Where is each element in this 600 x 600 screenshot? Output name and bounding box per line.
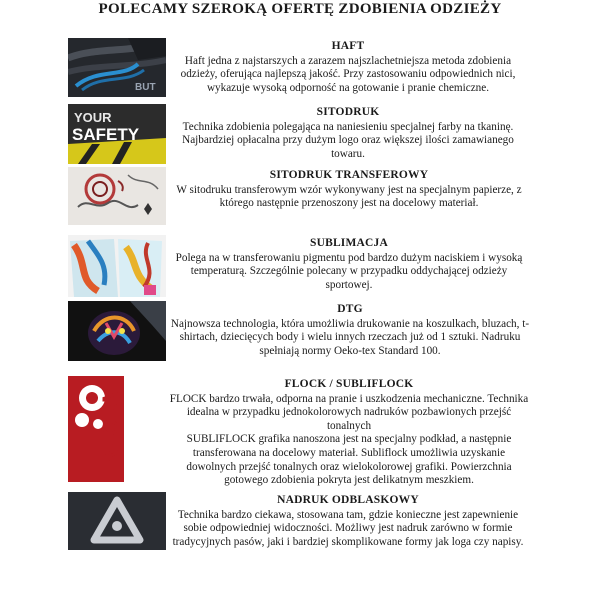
section-heading: SITODRUK xyxy=(316,106,380,118)
flock-image xyxy=(68,376,166,482)
section-body: W sitodruku transferowym wzór wykonywany jest na specjalnym papierze, z którego następnie przenoszony jest na docelowy materiał. xyxy=(176,183,522,210)
section-body: FLOCK bardzo trwała, odporna na pranie i uszkodzenia mechaniczne. Technika idealna w przypadku jednokolorowych nadruków pozbawionych przejść tonalnych xyxy=(169,392,529,432)
section-body: Najnowsza technologia, która umożliwia drukowanie na koszulkach, bluzach, t-shirtach, dziecięcych body i wielu innych rzeczach już od 1 sztuki. Nadruku spełniają normy Oeko-tex Standard 100. xyxy=(170,317,530,357)
section-heading: SUBLIMACJA xyxy=(309,237,389,249)
section-heading: NADRUK ODBLASKOWY xyxy=(277,494,419,506)
section-body: Polega na w transferowaniu pigmentu pod bardzo dużym naciskiem i wysoką temperaturą. Szczególnie polecany w przypadku oddychającej odzieży sportowej. xyxy=(175,251,523,291)
section-dtg xyxy=(162,303,538,358)
flock-print-text: ERFORM xyxy=(98,384,123,480)
screen-print-line1: YOUR xyxy=(74,110,112,125)
section-heading: SITODRUK TRANSFEROWY xyxy=(269,169,429,181)
section-heading: HAFT xyxy=(331,40,365,52)
section-heading: DTG xyxy=(337,303,363,315)
section-body: Technika zdobienia polegająca na naniesieniu specjalnej farby na tkaninę. Najbardziej opłacalna przy dużym logo oraz większej ilości zamawianego towaru. xyxy=(182,120,514,160)
page-title: POLECAMY SZEROKĄ OFERTĘ ZDOBIENIA ODZIEŻY xyxy=(98,1,502,17)
screen-print-line2: SAFETY xyxy=(72,125,140,144)
section-nadruk-odblaskowy xyxy=(168,494,528,549)
section-sitodruk xyxy=(168,106,528,161)
reflective-print-image xyxy=(68,492,166,550)
section-body: Technika bardzo ciekawa, stosowana tam, gdzie konieczne jest zapewnienie sobie odpowiedniej widoczności. Możliwy jest nadruk zarówno w formie tradycyjnych pasów, jaki i bardziej skomplikowane formy jak loga czy napisy. xyxy=(172,508,524,548)
section-heading: FLOCK / SUBLIFLOCK xyxy=(284,378,414,390)
section-flock xyxy=(168,378,530,488)
embroidery-logo-text: BUT xyxy=(135,82,156,93)
section-sublimacja xyxy=(166,237,532,292)
section-sitodruk-transferowy xyxy=(164,169,534,211)
dtg-image xyxy=(68,301,166,361)
screen-print-image xyxy=(68,104,166,164)
section-body: Haft jedna z najstarszych a zarazem najszlachetniejsza metoda zdobienia odzieży, oferująca najlepszą jakość. Przy zastosowaniu odpowiednich nici, wykazuje wysoką odporność na gotowanie i pranie chemiczne. xyxy=(180,54,516,94)
embroidery-image xyxy=(68,38,166,97)
sublimation-image xyxy=(68,235,166,297)
section-body-subliflock: SUBLIFLOCK grafika nanoszona jest na specjalny podkład, a następnie transferowana na docelowy materiał. Subliflock umożliwia uzyskanie dowolnych przejść tonalnych oraz wielokolorowej grafiki. Powierzchnia gotowego zdobienia pokryta jest delikatnym meszkiem. xyxy=(186,433,512,487)
section-haft xyxy=(168,40,528,95)
transfer-print-image xyxy=(68,167,166,225)
